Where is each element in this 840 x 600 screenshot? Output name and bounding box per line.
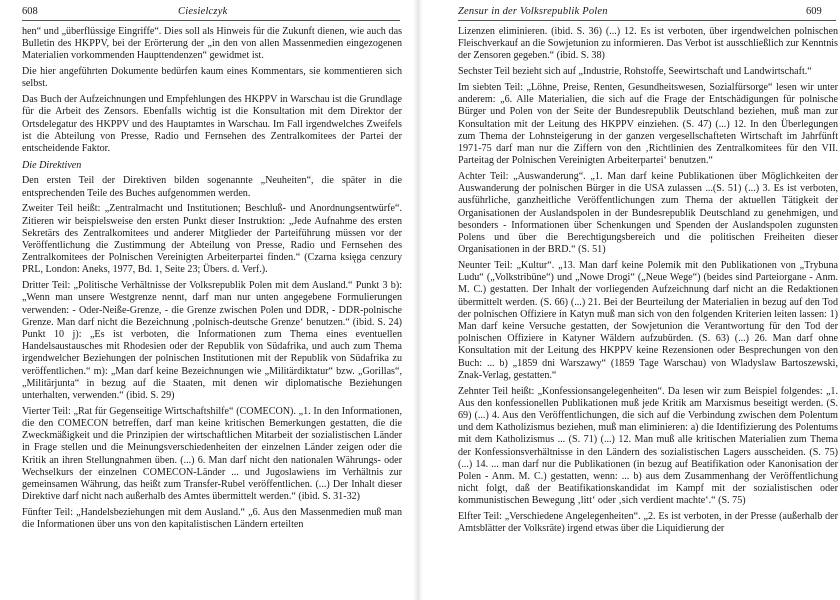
paragraph: Lizenzen eliminieren. (ibid. S. 36) (...) 12. Es ist verboten, über irgendwelchen polnischen Fleischverkauf an die Sowjetunion zu informieren. Das Verbot ist ausschließlich zur Kenntnis der Zensoren gegeben.“ (ibid. S. 38) [458,26,838,62]
paragraph: Zweiter Teil heißt: „Zentralmacht und Institutionen; Beschluß- und Anordnungsentwürfe“. Zitieren wir beispielsweise den ersten Punkt dieser Instruktion: „Jede Aufnahme des ersten Sekretärs des Zentralkomitees und anderer Mitglieder der Parteiführung müssen vor der Veröffentlichung die Zustimmung der Abteilung von Presse, Radio und Fernsehen des Zentralkomitees der Polnischen Vereinigten Arbeiterpartei finden.“ (Czarna księga cenzury PRL, London: Aneks, 1977, Bd. 1, Seite 23; Übers. d. Verf.). [22,203,402,276]
paragraph: hen“ und „überflüssige Eingriffe“. Dies soll als Hinweis für die Zukunft dienen, wie auch das Bulletin des HKPPV, bei der Erörterung der „in den von allen Massenmedien eingezogenen Materialien vorkommenden Haupttendenzen“ gewidmet ist. [22,26,402,62]
right-page-number: 609 [806,6,822,17]
right-body-text [458,26,838,539]
left-page [0,0,415,600]
left-body-text [22,26,402,535]
section-heading: Die Direktiven [22,160,82,172]
right-header-rule [458,20,836,21]
paragraph: Vierter Teil: „Rat für Gegenseitige Wirtschaftshilfe“ (COMECON). „1. In den Informationen, die den COMECON betreffen, darf man keine kritischen Bemerkungen gestatten, die die Zweckmäßigkeit und die Prinzipien der wirtschaftlichen Mitarbeit der sozialistischen Länder in Frage stellen und die Meinungsverschiedenheiten der einzelnen Länder zeigen oder die Kritik an ihren Stellungnahmen üben. (...) 6. Man darf nicht den nationalen Währungs- oder Wechselkurs der einzelnen COMECON-Länder ... und Jugoslawiens im Verhältnis zur gemeinsamen Währung, das heißt zum Transfer-Rubel veröffentlichen. (...) Der Inhalt dieser Direktive darf nicht nach außerhalb des Amtes übermittelt werden.“ (ibid. S. 31-32) [22,405,402,503]
left-running-head: Ciesielczyk [178,6,228,17]
paragraph: Den ersten Teil der Direktiven bilden sogenannte „Neuheiten“, die später in die entsprechenden Teile des Buches aufgenommen werden. [22,175,402,199]
right-running-head: Zensur in der Volksrepublik Polen [458,6,608,17]
paragraph: Fünfter Teil: „Handelsbeziehungen mit dem Ausland.“ „6. Aus den Massenmedien muß man die Informationen über uns von den kapitalistischen Ländern erteilten [22,507,402,531]
left-page-number: 608 [22,6,38,17]
left-header-rule [22,20,400,21]
paragraph: Zehnter Teil heißt: „Konfessionsangelegenheiten“. Da lesen wir zum Beispiel folgendes: „1. Aus den konfessionellen Publikationen muß jede Kritik am Marxismus beseitigt werden. (S. 69) (...) 4. Aus den Veröffentlichungen, die sich auf die Verbindung zwischen dem Polentum und dem Katholizismus beziehen, muß man eliminieren: a) die Identifizierung des Polentums mit dem Katholizismus ... (S. 71) (...) 12. Man muß alle kritischen Materialien zum Thema der Konfessionsverhältnisse in den Ländern des sozialistischen Lagers ausscheiden. (S. 75) (...) 14. ... man darf nur die Publikationen (in bezug auf Beatifikation oder Kanonisation der Polen - Anm. M. C.) gestatten, wenn: ... b) aus dem Zusammenhang der Veröffentlichung nicht folgt, daß der Beatifikationskandidat im Kampf mit der sozialistischen oder kommunistischen Bewegung ‚litt‘ oder ‚sich verdient machte‘.“ (S. 75) [458,385,838,507]
paragraph: Achter Teil: „Auswanderung“. „1. Man darf keine Publikationen über Möglichkeiten der Auswanderung der polnischen Bürger in die USA zulassen ...(S. 51) (...) 3. Es ist verboten, ausführliche, ganzheitliche Veröffentlichungen zum Thema der aktuellen Tätigkeit der Organisationen der Auslandspolen in der Bundesrepublik Deutschland zu genehmigen, und besonders - Informationen über Schenkungen und Spenden der Auslandspolen zugunsten Polens und über die Berechtigungsbereich und die politischen Freiheiten dieser Organisationen in der BRD.“ (S. 51) [458,171,838,256]
paragraph: Sechster Teil bezieht sich auf „Industrie, Rohstoffe, Seewirtschaft und Landwirtschaft.“ [458,66,812,78]
paragraph: Dritter Teil: „Politische Verhältnisse der Volksrepublik Polen mit dem Ausland.“ Punkt 3 b): „Wenn man unsere Westgrenze nennt, darf man nur unten angegebene Formulierungen verwenden: - Oder-Neiße-Grenze, - die Grenze zwischen Polen und DDR, - DDR-polnische Grenze. Man darf nicht die Bezeichnung ‚polnisch-deutsche Grenze‘ benutzen.“ (ibid. S. 24) Punkt 10 j): „Es ist verboten, die Informationen zum Thema eines eventuellen Handelsaustausches mit Rhodesien oder der Republik von Südafrika, und auch zum Thema irgendwelcher Beziehungen der polnischen Institutionen mit der Republik von Südafrika zu veröffentlichen.“ m): „Man darf keine Bezeichnungen wie „Militärdiktatur“ bzw. „Gorillas“, „Militärjunta“ in bezug auf die Staaten, mit denen wir diplomatische Beziehungen unterhalten, verwenden.“ (ibid. S. 29) [22,280,402,402]
paragraph: Neunter Teil: „Kultur“. „13. Man darf keine Polemik mit den Publikationen von „Trybuna Ludu“ („Volkstribüne“) und „Nowe Drogi“ („Neue Wege“) (beides sind Parteiorgane - Anm. M. C.) gestatten. Der Inhalt der vorliegenden Aufzeichnung darf nicht an die Redaktionen übermittelt werden. (S. 66) (...) 21. Bei der Beurteilung der Materialien in bezug auf den Tod der polnischen Offiziere in Katyn muß man sich von den folgenden Kriterien leiten lassen: 1) Man darf keine Versuche gestatten, der Sowjetunion die Verantwortung für den Tod der polnischen Offiziere in Katyner Wäldern aufzubürden. (S. 63) (...) 26. Man darf ohne Konsultation mit der Leitung des HKPPV keine Rezensionen oder Besprechungen von den Buch: ... b) „1859 dni Warszawy“ (1859 Tage Warschau) von Wladyslaw Bartoszewski, Znak-Verlag, gestatten.“ [458,260,838,381]
paragraph: Elfter Teil: „Verschiedene Angelegenheiten“. „2. Es ist verboten, in der Presse (außerhalb der Amtsblätter der Volksräte) irgend etwas über die Liquidierung der [458,511,838,535]
right-page [420,0,840,600]
paragraph: Das Buch der Aufzeichnungen und Empfehlungen des HKPPV in Warschau ist die Grundlage für die Arbeit des Zensors. Ebenfalls wichtig ist die Konsultation mit dem Direktor der Ortsdelegatur des HKPPV und des Hauptamtes in Warschau. Im Fall irgendwelches Zweifels ist die Abteilung von Presse, Radio und Fernsehen des Zentralkomitees der Partei der entscheidende Faktor. [22,94,402,155]
paragraph: Im siebten Teil: „Löhne, Preise, Renten, Gesundheitswesen, Sozialfürsorge“ lesen wir unter anderem: „6. Alle Materialien, die sich auf die Frage der Entschädigungen für polnische Bürger und Polen von der Seite der Bundesrepublik Deutschland beziehen, muß man zur Konsultation mit der Leitung des HKPPV einziehen. (S. 47) (...) 12. In den Überlegungen zum Thema der Lohnsteigerung in der ganzen vergesellschafteten Wirtschaft im Jahrfünft 1971-75 darf man nur die Ziffern von den ‚Richtlinien des Zentralkomitees für den VII. Parteitag der Polnischen Vereinigten Arbeiterpartei‘ benutzen.“ [458,82,838,167]
paragraph: Die hier angeführten Dokumente bedürfen kaum eines Kommentars, sie kommentieren sich selbst. [22,66,402,90]
